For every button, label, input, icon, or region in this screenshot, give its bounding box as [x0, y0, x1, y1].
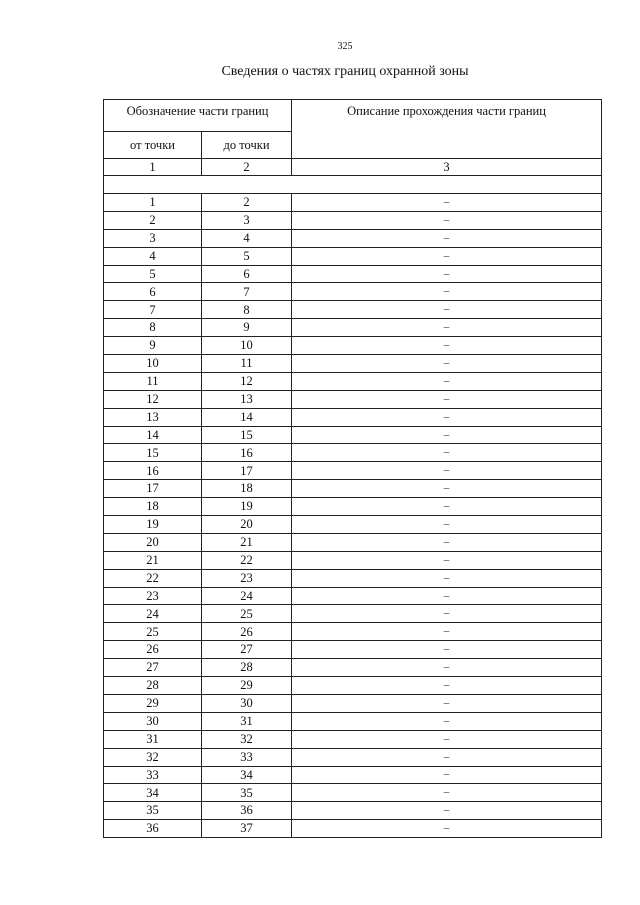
from-point-cell: 3 — [104, 229, 202, 247]
to-point-cell: 36 — [202, 802, 292, 820]
to-point-cell: 34 — [202, 766, 292, 784]
to-point-cell: 22 — [202, 551, 292, 569]
table-row — [104, 605, 602, 623]
from-point-cell: 35 — [104, 802, 202, 820]
from-point-cell: 9 — [104, 337, 202, 355]
description-cell: – — [292, 229, 602, 247]
to-point-cell: 4 — [202, 229, 292, 247]
to-point-cell: 2 — [202, 194, 292, 212]
description-cell: – — [292, 319, 602, 337]
to-point-cell: 27 — [202, 641, 292, 659]
to-point-cell: 6 — [202, 265, 292, 283]
table-row — [104, 498, 602, 516]
description-cell: – — [292, 301, 602, 319]
description-cell: – — [292, 211, 602, 229]
to-point-cell: 8 — [202, 301, 292, 319]
table-row — [104, 516, 602, 534]
from-point-cell: 23 — [104, 587, 202, 605]
table-row — [104, 319, 602, 337]
from-point-cell: 13 — [104, 408, 202, 426]
to-point-cell: 7 — [202, 283, 292, 301]
to-point-cell: 15 — [202, 426, 292, 444]
table-row — [104, 462, 602, 480]
description-cell: – — [292, 677, 602, 695]
table-row — [104, 480, 602, 498]
description-cell: – — [292, 480, 602, 498]
from-point-cell: 22 — [104, 569, 202, 587]
to-point-cell: 12 — [202, 372, 292, 390]
to-point-cell: 28 — [202, 659, 292, 677]
to-point-cell: 33 — [202, 748, 292, 766]
header-from-point: от точки — [104, 132, 202, 159]
to-point-cell: 18 — [202, 480, 292, 498]
description-cell: – — [292, 247, 602, 265]
description-cell: – — [292, 355, 602, 373]
table-row — [104, 265, 602, 283]
table-row — [104, 390, 602, 408]
to-point-cell: 11 — [202, 355, 292, 373]
description-cell: – — [292, 426, 602, 444]
from-point-cell: 29 — [104, 694, 202, 712]
from-point-cell: 1 — [104, 194, 202, 212]
to-point-cell: 19 — [202, 498, 292, 516]
table-row — [104, 748, 602, 766]
to-point-cell: 23 — [202, 569, 292, 587]
description-cell: – — [292, 641, 602, 659]
description-cell: – — [292, 265, 602, 283]
header-to-point: до точки — [202, 132, 292, 159]
to-point-cell: 20 — [202, 516, 292, 534]
description-cell: – — [292, 444, 602, 462]
table-row — [104, 372, 602, 390]
to-point-cell: 26 — [202, 623, 292, 641]
from-point-cell: 5 — [104, 265, 202, 283]
from-point-cell: 16 — [104, 462, 202, 480]
to-point-cell: 16 — [202, 444, 292, 462]
to-point-cell: 31 — [202, 712, 292, 730]
table-row — [104, 551, 602, 569]
table-row — [104, 533, 602, 551]
from-point-cell: 36 — [104, 820, 202, 838]
description-cell: – — [292, 766, 602, 784]
from-point-cell: 31 — [104, 730, 202, 748]
description-cell: – — [292, 283, 602, 301]
from-point-cell: 6 — [104, 283, 202, 301]
to-point-cell: 13 — [202, 390, 292, 408]
description-cell: – — [292, 533, 602, 551]
boundary-table — [103, 99, 602, 838]
description-cell: – — [292, 390, 602, 408]
table-row — [104, 426, 602, 444]
table-row — [104, 569, 602, 587]
description-cell: – — [292, 712, 602, 730]
to-point-cell: 37 — [202, 820, 292, 838]
table-row — [104, 677, 602, 695]
description-cell: – — [292, 605, 602, 623]
page-title: Сведения о частях границ охранной зоны — [221, 64, 469, 79]
to-point-cell: 29 — [202, 677, 292, 695]
from-point-cell: 26 — [104, 641, 202, 659]
to-point-cell: 10 — [202, 337, 292, 355]
to-point-cell: 25 — [202, 605, 292, 623]
from-point-cell: 18 — [104, 498, 202, 516]
header-boundary-part: Обозначение части границ — [104, 100, 292, 132]
description-cell: – — [292, 802, 602, 820]
description-cell: – — [292, 462, 602, 480]
description-cell: – — [292, 748, 602, 766]
description-cell: – — [292, 694, 602, 712]
table-row — [104, 229, 602, 247]
page-number: 325 — [337, 41, 353, 52]
from-point-cell: 27 — [104, 659, 202, 677]
to-point-cell: 32 — [202, 730, 292, 748]
from-point-cell: 33 — [104, 766, 202, 784]
table-row — [104, 766, 602, 784]
table-row — [104, 712, 602, 730]
description-cell: – — [292, 551, 602, 569]
description-cell: – — [292, 730, 602, 748]
description-cell: – — [292, 498, 602, 516]
from-point-cell: 21 — [104, 551, 202, 569]
table-row — [104, 211, 602, 229]
from-point-cell: 14 — [104, 426, 202, 444]
table-row — [104, 641, 602, 659]
to-point-cell: 3 — [202, 211, 292, 229]
from-point-cell: 15 — [104, 444, 202, 462]
table-row — [104, 408, 602, 426]
description-cell: – — [292, 372, 602, 390]
from-point-cell: 8 — [104, 319, 202, 337]
from-point-cell: 28 — [104, 677, 202, 695]
table-row — [104, 784, 602, 802]
header-description: Описание прохождения части границ — [292, 100, 602, 159]
description-cell: – — [292, 784, 602, 802]
description-cell: – — [292, 820, 602, 838]
to-point-cell: 17 — [202, 462, 292, 480]
from-point-cell: 24 — [104, 605, 202, 623]
from-point-cell: 20 — [104, 533, 202, 551]
table-row — [104, 355, 602, 373]
table-row — [104, 694, 602, 712]
from-point-cell: 12 — [104, 390, 202, 408]
from-point-cell: 25 — [104, 623, 202, 641]
from-point-cell: 32 — [104, 748, 202, 766]
to-point-cell: 9 — [202, 319, 292, 337]
description-cell: – — [292, 194, 602, 212]
description-cell: – — [292, 516, 602, 534]
from-point-cell: 19 — [104, 516, 202, 534]
table-row — [104, 623, 602, 641]
to-point-cell: 24 — [202, 587, 292, 605]
table-row — [104, 194, 602, 212]
table-row — [104, 301, 602, 319]
to-point-cell: 5 — [202, 247, 292, 265]
from-point-cell: 17 — [104, 480, 202, 498]
table-row — [104, 247, 602, 265]
column-number: 1 — [104, 159, 202, 176]
to-point-cell: 21 — [202, 533, 292, 551]
from-point-cell: 34 — [104, 784, 202, 802]
table-row — [104, 730, 602, 748]
description-cell: – — [292, 569, 602, 587]
table-row — [104, 802, 602, 820]
from-point-cell: 7 — [104, 301, 202, 319]
to-point-cell: 14 — [202, 408, 292, 426]
description-cell: – — [292, 587, 602, 605]
description-cell: – — [292, 659, 602, 677]
from-point-cell: 4 — [104, 247, 202, 265]
description-cell: – — [292, 337, 602, 355]
from-point-cell: 30 — [104, 712, 202, 730]
to-point-cell: 30 — [202, 694, 292, 712]
empty-row — [104, 176, 602, 194]
from-point-cell: 10 — [104, 355, 202, 373]
table-row — [104, 820, 602, 838]
column-number: 2 — [202, 159, 292, 176]
table-row — [104, 659, 602, 677]
from-point-cell: 2 — [104, 211, 202, 229]
table-row — [104, 587, 602, 605]
table-row — [104, 444, 602, 462]
to-point-cell: 35 — [202, 784, 292, 802]
table-row — [104, 283, 602, 301]
description-cell: – — [292, 623, 602, 641]
from-point-cell: 11 — [104, 372, 202, 390]
table-row — [104, 337, 602, 355]
column-number: 3 — [292, 159, 602, 176]
description-cell: – — [292, 408, 602, 426]
